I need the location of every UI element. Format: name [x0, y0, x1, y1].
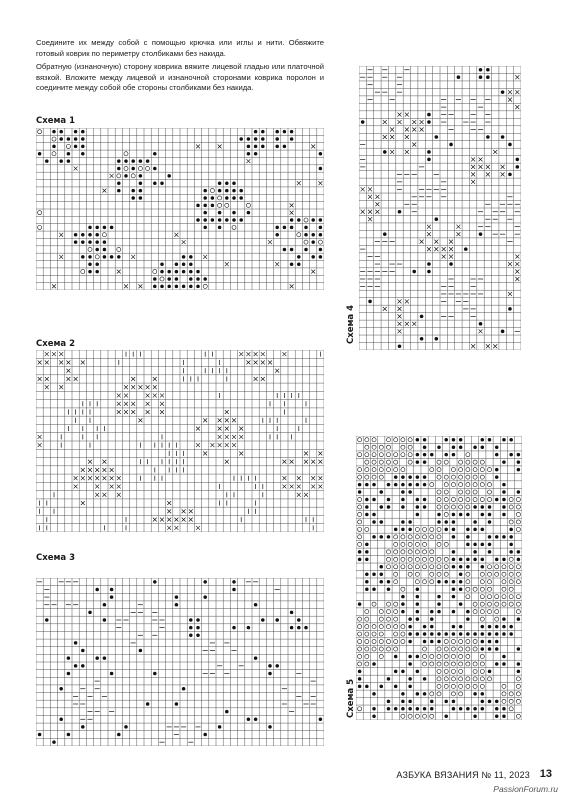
magazine-title: АЗБУКА ВЯЗАНИЯ № 11, 2023	[396, 770, 530, 780]
grid-lines	[36, 350, 324, 532]
scheme-3-chart	[36, 578, 324, 746]
backside-paragraph: Обратную (изнаночную) сторону коврика вяжите лицевой гладью или платочной вязкой. Вложите между лицевой и изнаночной сторонами коврика поролон и соедините между собой обе стороны столбиками без накида.	[36, 62, 324, 93]
scheme-1-label: Схема 1	[36, 116, 76, 126]
grid-lines	[36, 128, 324, 290]
intro-paragraph: Соедините их между собой с помощью крючка или иглы и нити. Обвяжите готовый коврик по периметру столбиками без накида.	[36, 38, 324, 58]
scheme-4-chart	[359, 66, 521, 350]
grid-lines	[36, 578, 324, 746]
scheme-5-label: Схема 5	[346, 678, 356, 718]
page-number: 13	[539, 768, 552, 780]
scheme-5-chart	[356, 436, 522, 720]
scheme-4-label: Схема 4	[346, 304, 356, 344]
scheme-3-label: Схема 3	[36, 553, 76, 563]
scheme-2-chart	[36, 350, 324, 532]
scheme-1-chart	[36, 128, 324, 290]
watermark: PassionForum.ru	[493, 784, 558, 794]
scheme-2-label: Схема 2	[36, 339, 76, 349]
